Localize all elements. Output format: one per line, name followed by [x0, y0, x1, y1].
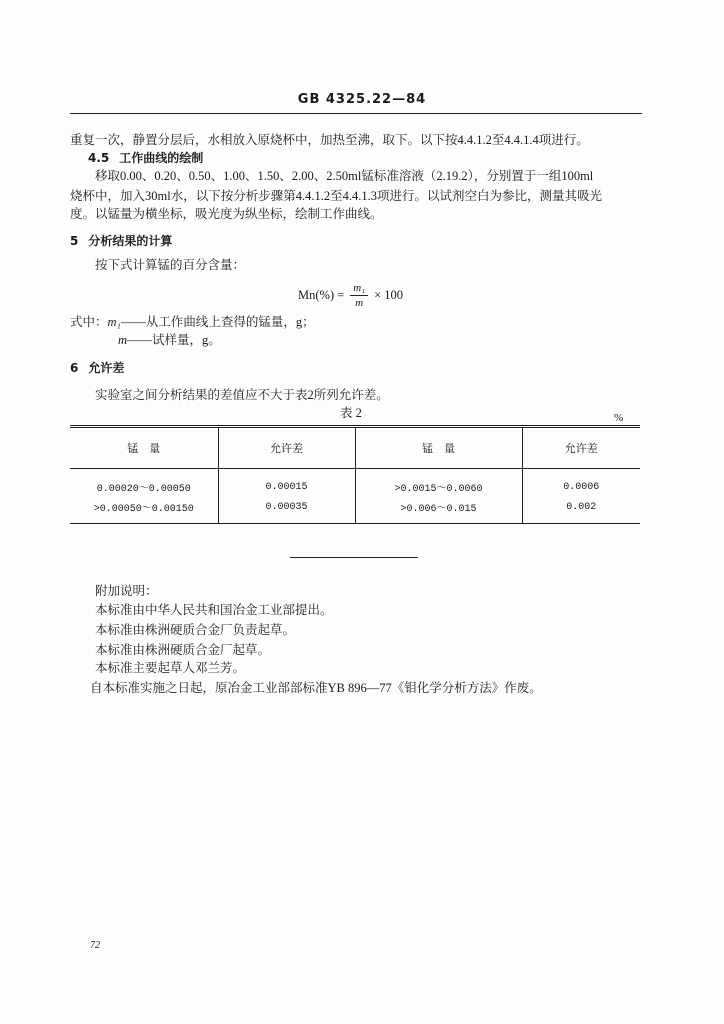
formula-lhs: Mn(%) =	[298, 287, 345, 302]
table-cell: >0.0015～0.0060	[355, 469, 522, 498]
table-cell: 0.0006	[563, 481, 600, 493]
note-line: 本标准由株洲硬质合金厂负责起草。	[95, 623, 296, 637]
formula-denominator: m	[355, 296, 364, 309]
paragraph-continuation: 重复一次，静置分层后，水相放入原烧杯中，加热至沸，取下。以下按4.4.1.2至4.4.1.4项进行。	[70, 133, 589, 147]
section-number: 5	[70, 234, 79, 248]
page-number: 72	[90, 940, 100, 951]
formula-numerator: m₁	[350, 281, 368, 296]
section-6-intro: 实验室之间分析结果的差值应不大于表2所列允许差。	[95, 388, 389, 402]
note-line: 自本标准实施之日起，原冶金工业部部标准YB 896—77《钼化学分析方法》作废。	[90, 681, 542, 695]
tolerance-table	[70, 425, 640, 524]
table-unit: %	[614, 412, 624, 424]
table-cell: 0.00015	[218, 469, 355, 498]
table-cell: >0.00050～0.00150	[70, 497, 218, 524]
standard-number-header: GB 4325.22—84	[297, 92, 427, 107]
section-4-5-line: 度。以锰量为横坐标，吸光度为纵坐标，绘制工作曲线。	[70, 207, 383, 221]
table-caption: 表 2	[340, 406, 362, 420]
section-4-5-line: 移取0.00、0.20、0.50、1.00、1.50、2.00、2.50ml锰标准溶液（2.19.2），分别置于一组100ml	[95, 169, 594, 183]
section-5-heading	[70, 233, 172, 249]
formula-rhs: × 100	[374, 287, 403, 302]
table-header-row	[70, 427, 640, 469]
definition-text: ——从工作曲线上查得的锰量，g；	[120, 315, 315, 329]
table-cell: 0.002	[566, 501, 597, 513]
section-4-5-heading	[88, 150, 203, 166]
table-row	[70, 497, 640, 524]
section-number: 6	[70, 361, 79, 375]
section-4-5-line: 烧杯中，加入30ml水，以下按分析步骤第4.4.1.2至4.4.1.3项进行。以试剂空白为参比，测量其吸光	[70, 189, 602, 203]
definition-symbol: m	[118, 333, 128, 347]
note-line: 本标准由中华人民共和国冶金工业部提出。	[95, 603, 333, 617]
table-cell: >0.006～0.015	[355, 497, 522, 524]
end-rule	[290, 557, 418, 558]
note-line: 本标准由株洲硬质合金厂起草。	[95, 643, 271, 657]
definition-text: ——试样量，g。	[127, 333, 221, 347]
definition-symbol: m₁	[107, 315, 121, 329]
formula-definition	[70, 314, 315, 330]
manganese-formula	[298, 279, 403, 311]
table-header: 允许差	[218, 427, 355, 469]
note-line: 本标准主要起草人邓兰芳。	[95, 661, 246, 675]
table-header: 锰 量	[70, 427, 218, 469]
header-rule	[70, 113, 642, 114]
where-label: 式中：	[70, 315, 108, 329]
table-cell: 0.00020～0.00050	[70, 469, 218, 498]
table-cell: 0.00035	[218, 497, 355, 524]
section-number: 4.5	[88, 151, 110, 165]
section-title: 分析结果的计算	[88, 234, 173, 248]
section-title: 允许差	[88, 361, 125, 375]
notes-title: 附加说明：	[95, 584, 158, 598]
table-header: 允许差	[522, 427, 640, 469]
section-5-intro: 按下式计算锰的百分含量：	[95, 258, 246, 272]
table-row	[70, 469, 640, 498]
formula-definition	[118, 332, 221, 348]
table-header: 锰 量	[355, 427, 522, 469]
section-title: 工作曲线的绘制	[119, 151, 204, 165]
formula-fraction	[350, 281, 368, 310]
section-6-heading	[70, 360, 124, 376]
